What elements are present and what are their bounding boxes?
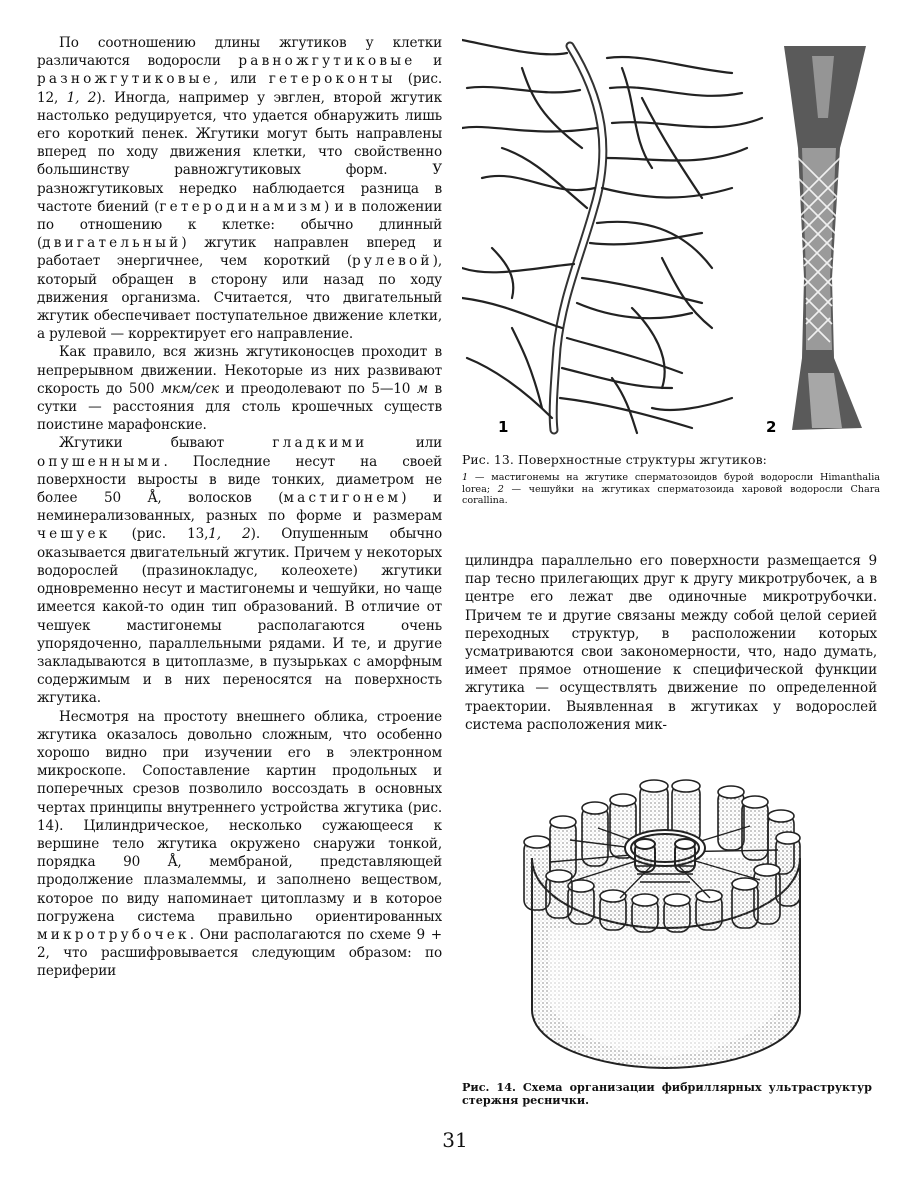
left-text-column <box>37 34 442 981</box>
caption-item-number: 1 <box>462 472 469 483</box>
term-heterodynamism: гетеродинамизм <box>159 198 324 215</box>
page-number: 31 <box>442 1128 468 1152</box>
text-run: или <box>367 435 442 452</box>
text-run: (рис. 13, <box>110 526 209 543</box>
axoneme-diagram <box>510 770 820 1070</box>
caption-item-number: 2 <box>497 483 504 495</box>
figure-13-caption-title: Рис. 13. Поверхностные структуры жгутиков: <box>462 452 767 467</box>
text-run: . Последние несут на своей поверхности выросты в виде тонких, диаметром не более 50 Å, волосков ( <box>37 453 442 507</box>
panel-1-mastigonemes-drawing <box>462 40 762 433</box>
paragraph-movement <box>37 343 442 434</box>
text-run: ). Иногда, например у эвглен, второй жгутик настолько редуцируется, что удается обнаружить лишь его короткий пенек. Жгутики могут быть направлены вперед по ходу движения клетки, что свойственно большинству равножгутиковых форм. У разножгутиковых нередко наблюдается разница в частоте биений ( <box>37 89 443 215</box>
species-name: Himanthalia lorea <box>462 472 880 495</box>
text-run: ), который обращен в сторону или назад по ходу движения организма. Считается, что двигательный жгутик обеспечивает поступательное движение клетки, а рулевой — корректирует его направление. <box>37 253 442 343</box>
figure-13-caption-body <box>462 472 880 507</box>
text-run: (рис. 12, <box>37 71 443 106</box>
text-run: ) и неминерализованных, разных по форме и размерам <box>37 490 442 525</box>
text-run: в сутки — расстояния для столь крошечных существ поистине марафонские. <box>37 380 442 434</box>
figure-14-caption: Рис. 14. Схема организации фибриллярных ультраструктур стержня реснички. <box>462 1080 872 1107</box>
caption-text: — мастигонемы на жгутике сперматозоидов бурой водоросли <box>468 472 820 483</box>
term-scales: чешуек <box>37 526 111 543</box>
text-run: По соотношению длины жгутиков у клетки различаются водоросли <box>37 35 442 70</box>
term-smooth: гладкими <box>272 435 368 452</box>
figure-ref: 1, 2 <box>208 526 251 543</box>
figure-14-illustration <box>510 770 820 1070</box>
paragraph-flagella-length <box>37 34 442 343</box>
unit-meter: м <box>416 380 428 397</box>
caption-text: — чешуйки на жгутиках сперматозоида харовой водоросли <box>503 483 851 495</box>
text-run: и преодолевают по 5—10 <box>218 380 417 397</box>
figure-13-illustration <box>462 28 882 438</box>
text-run: Как правило, вся жизнь жгутиконосцев проходит в непрерывном движении. Некоторые из них развивают скорость до 500 <box>37 344 442 397</box>
paragraph-structure <box>37 708 442 981</box>
text-run: Жгутики бывают <box>59 435 273 452</box>
term-microtubules: микротрубочек <box>37 926 190 943</box>
figure-13-drawing <box>462 28 882 438</box>
term-mastigonemes: мастигонем <box>283 490 402 507</box>
term-isokont: равножгутиковые <box>238 53 416 70</box>
term-steering: рулевой <box>351 253 433 270</box>
paragraph-smooth-hairy <box>37 434 442 707</box>
panel-1-label: 1 <box>498 418 509 436</box>
text-run: ). Опушенным обычно оказывается двигательный жгутик. Причем у некоторых водорослей (празинокладус, колеохете) жгутики одновременно несут и мастигонемы и чешуйки, но чаще имеется какой-то один тип образований. В отличие от чешуек мастигонемы располагаются очень упорядоченно, параллельными рядами. И те, и другие закладываются в цитоплазме, в пузырьках с аморфным содержимым и в них переносятся на поверхность жгутика. <box>37 526 442 707</box>
unit-speed: мкм/сек <box>160 380 219 397</box>
caption-text: . <box>504 495 508 506</box>
panel-2-scales-drawing <box>784 46 866 430</box>
text-run: . Они располагаются по схеме 9 + 2, что расшифровывается следующим образом: по периферии <box>37 926 442 980</box>
species-name: Chara corallina <box>462 483 880 506</box>
right-text-column <box>465 552 877 734</box>
caption-text: ; <box>486 483 498 495</box>
text-run: и <box>415 53 442 70</box>
text-run: Несмотря на простоту внешнего облика, строение жгутика оказалось довольно сложным, что особенно хорошо видно при изучении его в электронном микроскопе. Сопоставление картин продольных и поперечных срезов позволило воссоздать в основных чертах принципы внутреннего устройства жгутика (рис. 14). Цилиндрическое, несколько сужающееся к вершине тело жгутика окружено снаружи тонкой, порядка 90 Å, мембраной, представляющей продолжение плазмалеммы, и заполнено веществом, которое по виду напоминает цитоплазму и в которое погружена система правильно ориентированных <box>37 708 442 925</box>
text-run: , или <box>213 71 269 88</box>
panel-2-label: 2 <box>766 418 777 436</box>
text-run: ) жгутик направлен вперед и работает энергичнее, чем короткий ( <box>37 235 442 270</box>
central-pair <box>625 830 705 882</box>
term-heterokont: гетероконты <box>268 71 396 88</box>
term-anisokont: разножгутиковые <box>37 71 214 88</box>
text-run: ) и в положении по отношению к клетке: обычно длинный ( <box>37 198 442 252</box>
term-hairy: опушенными <box>37 453 164 470</box>
term-motor: двигательный <box>42 235 182 252</box>
paragraph-continuation: цилиндра параллельно его поверхности размещается 9 пар тесно прилегающих друг к другу микротрубочек, а в центре его лежат две одиночные микротрубочки. Причем те и другие связаны между собой целой серией переходных структур, в расположении которых усматриваются свои закономерности, что, надо думать, имеет прямое отношение к специфической функции жгутика — осуществлять движение по определенной траектории. Выявленная в жгутиках у водорослей система расположения мик- <box>465 553 877 733</box>
figure-ref: 1, 2 <box>66 89 97 106</box>
